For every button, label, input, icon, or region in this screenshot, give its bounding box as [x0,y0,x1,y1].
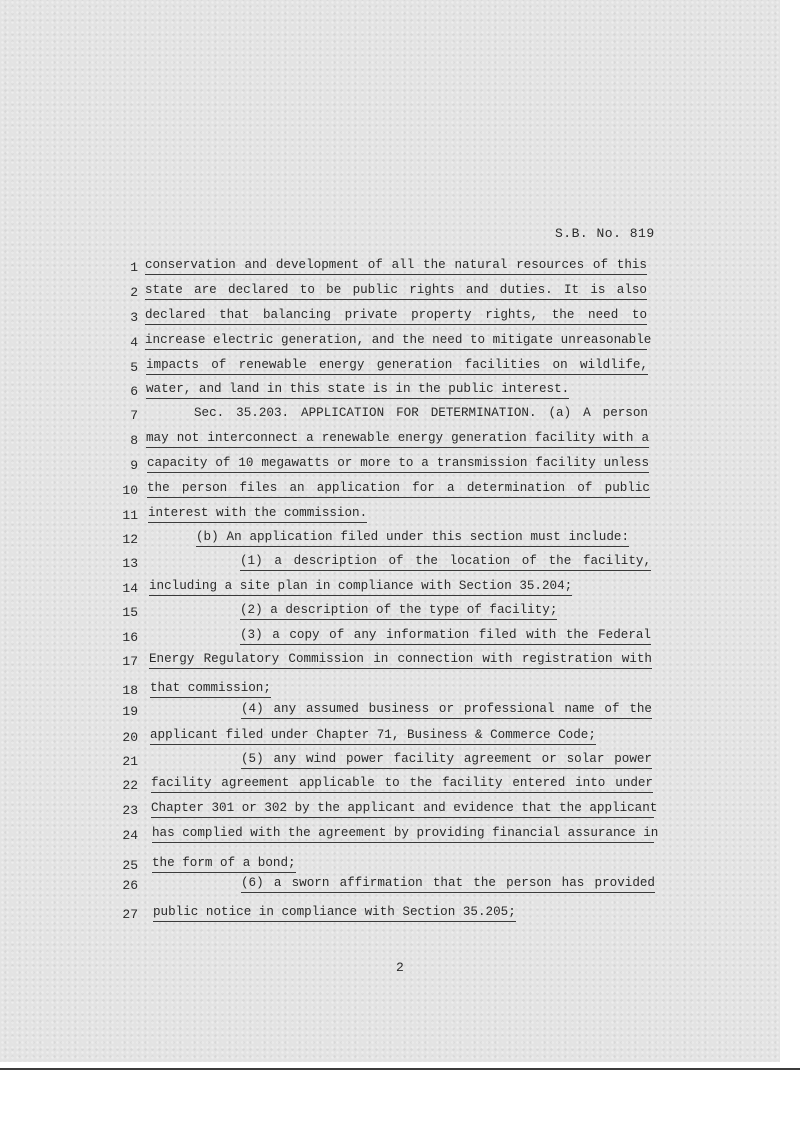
line-number: 16 [122,630,138,645]
line-number: 1 [130,260,138,275]
bill-line [0,801,780,821]
bill-line [0,358,780,378]
line-text: conservation and development of all the natural resources of this [145,258,647,275]
line-text: the form of a bond; [152,856,296,873]
page-number: 2 [396,960,404,975]
line-text: (4) any assumed business or professional name of the [241,702,652,719]
line-text: the person files an application for a determination of public [147,481,650,498]
bill-line [0,530,780,550]
line-number: 7 [130,408,138,423]
line-number: 22 [122,778,138,793]
line-text: may not interconnect a renewable energy generation facility with a [146,431,649,448]
bill-line [0,481,780,501]
line-text: public notice in compliance with Section 35.205; [153,905,516,922]
bill-line [0,652,780,672]
line-text: impacts of renewable energy generation facilities on wildlife, [146,358,648,375]
line-number: 24 [122,828,138,843]
line-text: Energy Regulatory Commission in connection with registration with [149,652,652,669]
bill-line [0,554,780,574]
bill-line [0,456,780,476]
bill-line [0,905,780,925]
line-text: (5) any wind power facility agreement or solar power [241,752,652,769]
line-text: capacity of 10 megawatts or more to a transmission facility unless [147,456,649,473]
line-number: 10 [122,483,138,498]
bill-line [0,776,780,796]
line-number: 5 [130,360,138,375]
bill-line [0,283,780,303]
bill-line [0,431,780,451]
bill-line [0,702,780,722]
bill-line [0,728,780,748]
line-number: 13 [122,556,138,571]
line-number: 17 [122,654,138,669]
bill-line [0,333,780,353]
line-number: 18 [122,683,138,698]
line-number: 9 [130,458,138,473]
line-text: (2) a description of the type of facility; [240,603,557,620]
line-number: 21 [122,754,138,769]
bill-line [0,856,780,876]
line-number: 19 [122,704,138,719]
line-text: increase electric generation, and the need to mitigate unreasonable [145,333,647,350]
bill-line [0,308,780,328]
line-number: 15 [122,605,138,620]
line-number: 27 [122,907,138,922]
line-text: has complied with the agreement by providing financial assurance in [152,826,654,843]
line-text: Sec. 35.203. APPLICATION FOR DETERMINATION. (a) A person [194,406,648,420]
line-text: applicant filed under Chapter 71, Business & Commerce Code; [150,728,596,745]
line-text: facility agreement applicable to the facility entered into under [151,776,653,793]
bill-line [0,406,780,426]
line-number: 3 [130,310,138,325]
line-number: 12 [122,532,138,547]
line-text: (b) An application filed under this section must include: [196,530,629,547]
bill-line [0,579,780,599]
bill-line [0,258,780,278]
line-text: Chapter 301 or 302 by the applicant and evidence that the applicant [151,801,654,818]
line-number: 11 [122,508,138,523]
line-text: that commission; [150,681,271,698]
line-text: declared that balancing private property rights, the need to [145,308,647,325]
line-text: (6) a sworn affirmation that the person has provided [241,876,655,893]
page-bottom-edge [0,1068,800,1070]
line-text: interest with the commission. [148,506,367,523]
line-text: including a site plan in compliance with Section 35.204; [149,579,572,596]
bill-line [0,826,780,846]
line-number: 23 [122,803,138,818]
line-number: 25 [122,858,138,873]
line-number: 20 [122,730,138,745]
line-number: 6 [130,384,138,399]
bill-line [0,876,780,896]
bill-line [0,506,780,526]
line-number: 14 [122,581,138,596]
bill-line [0,628,780,648]
line-text: state are declared to be public rights and duties. It is also [145,283,647,300]
line-text: (1) a description of the location of the facility, [240,554,651,571]
line-number: 4 [130,335,138,350]
line-number: 2 [130,285,138,300]
line-number: 8 [130,433,138,448]
bill-line [0,382,780,402]
bill-line [0,752,780,772]
bill-number-header: S.B. No. 819 [555,226,655,241]
bill-line [0,681,780,701]
line-text: water, and land in this state is in the public interest. [146,382,569,399]
line-number: 26 [122,878,138,893]
bill-line [0,603,780,623]
scan-margin [780,0,800,1062]
line-text: (3) a copy of any information filed with the Federal [240,628,651,645]
